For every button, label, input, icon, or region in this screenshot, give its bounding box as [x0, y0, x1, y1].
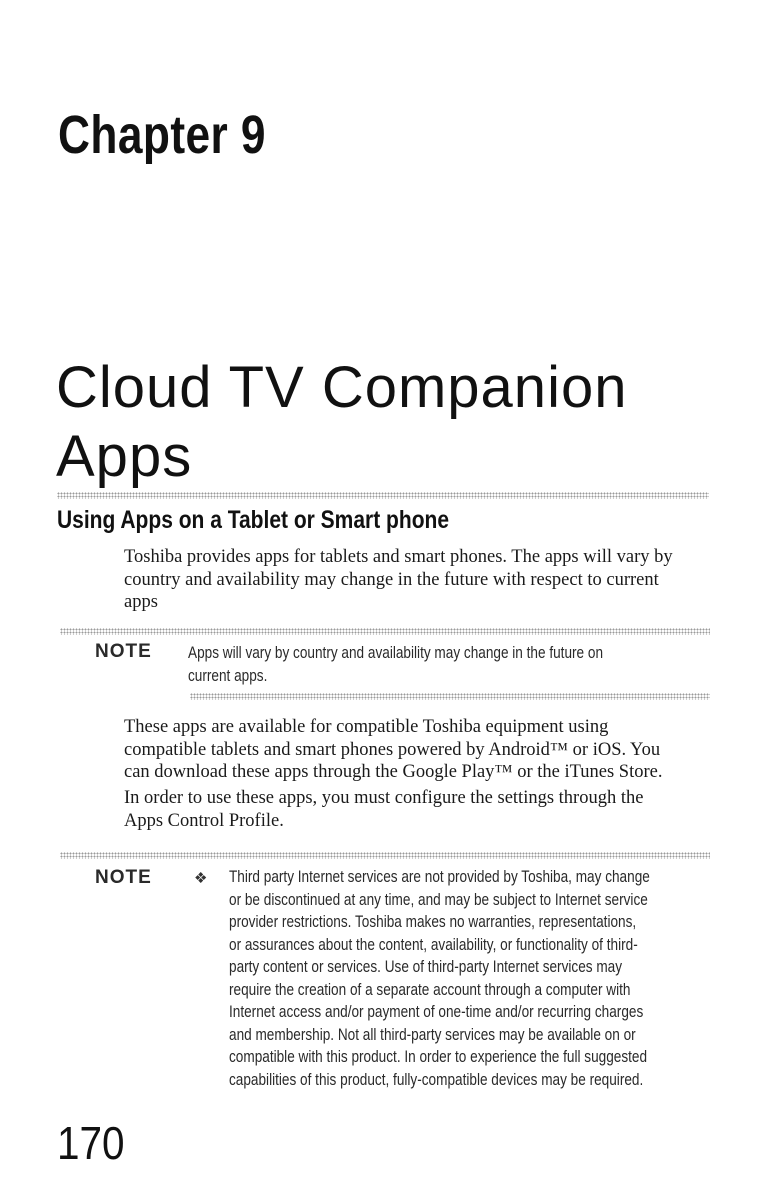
note-2-line: capabilities of this product, fully-compatible devices may be required.: [229, 1069, 644, 1089]
note-2-top-rule: [60, 852, 710, 859]
configure-paragraph: [124, 787, 724, 832]
configure-line-1: In order to use these apps, you must configure the settings through the: [124, 788, 644, 808]
intro-paragraph: [124, 546, 724, 614]
note-2-label: NOTE: [95, 867, 152, 888]
note-1-label: NOTE: [95, 641, 152, 662]
note-2-line: or be discontinued at any time, and may be subject to Internet service: [229, 889, 648, 909]
note-1-line-1: Apps will vary by country and availability may change in the future on: [188, 643, 604, 662]
section-heading: Using Apps on a Tablet or Smart phone: [57, 506, 450, 534]
configure-line-2: Apps Control Profile.: [124, 810, 284, 831]
note-2-line: provider restrictions. Toshiba makes no warranties, representations,: [229, 912, 637, 931]
page-number: 170: [57, 1117, 125, 1169]
chapter-title-line-2: Apps: [56, 424, 193, 489]
availability-paragraph: [124, 716, 724, 784]
note-1-top-rule: [60, 628, 710, 635]
chapter-title-rule: [57, 492, 709, 499]
note-1-line-2: current apps.: [188, 665, 268, 685]
note-2-line: or assurances about the content, availability, or functionality of third-: [229, 934, 638, 954]
intro-line-2: country and availability may change in the future with respect to current: [124, 569, 659, 590]
note-2-line: Third party Internet services are not provided by Toshiba, may change: [229, 867, 650, 886]
note-2-line: require the creation of a separate account through a computer with: [229, 979, 631, 999]
note-1-bottom-rule: [190, 693, 710, 700]
note-2-line: party content or services. Use of third-party Internet services may: [229, 957, 623, 976]
note-2-line: and membership. Not all third-party services may be available on or: [229, 1024, 636, 1044]
chapter-title-line-1: Cloud TV Companion: [56, 355, 628, 420]
note-2-line: compatible with this product. In order to experience the full suggested: [229, 1047, 648, 1066]
intro-line-3: apps: [124, 592, 158, 612]
intro-line-1: Toshiba provides apps for tablets and smart phones. The apps will vary by: [124, 547, 673, 567]
note-2-text: [229, 866, 772, 1091]
bullet-diamond-icon: ❖: [194, 870, 208, 887]
availability-line-1: These apps are available for compatible Toshiba equipment using: [124, 717, 609, 737]
note-2-line: Internet access and/or payment of one-time and/or recurring charges: [229, 1002, 644, 1021]
chapter-title: [56, 353, 627, 491]
availability-line-3: can download these apps through the Google Play™ or the iTunes Store.: [124, 762, 663, 782]
availability-line-2: compatible tablets and smart phones powered by Android™ or iOS. You: [124, 739, 661, 760]
note-1-text: [188, 642, 748, 687]
chapter-label: Chapter 9: [58, 105, 266, 165]
